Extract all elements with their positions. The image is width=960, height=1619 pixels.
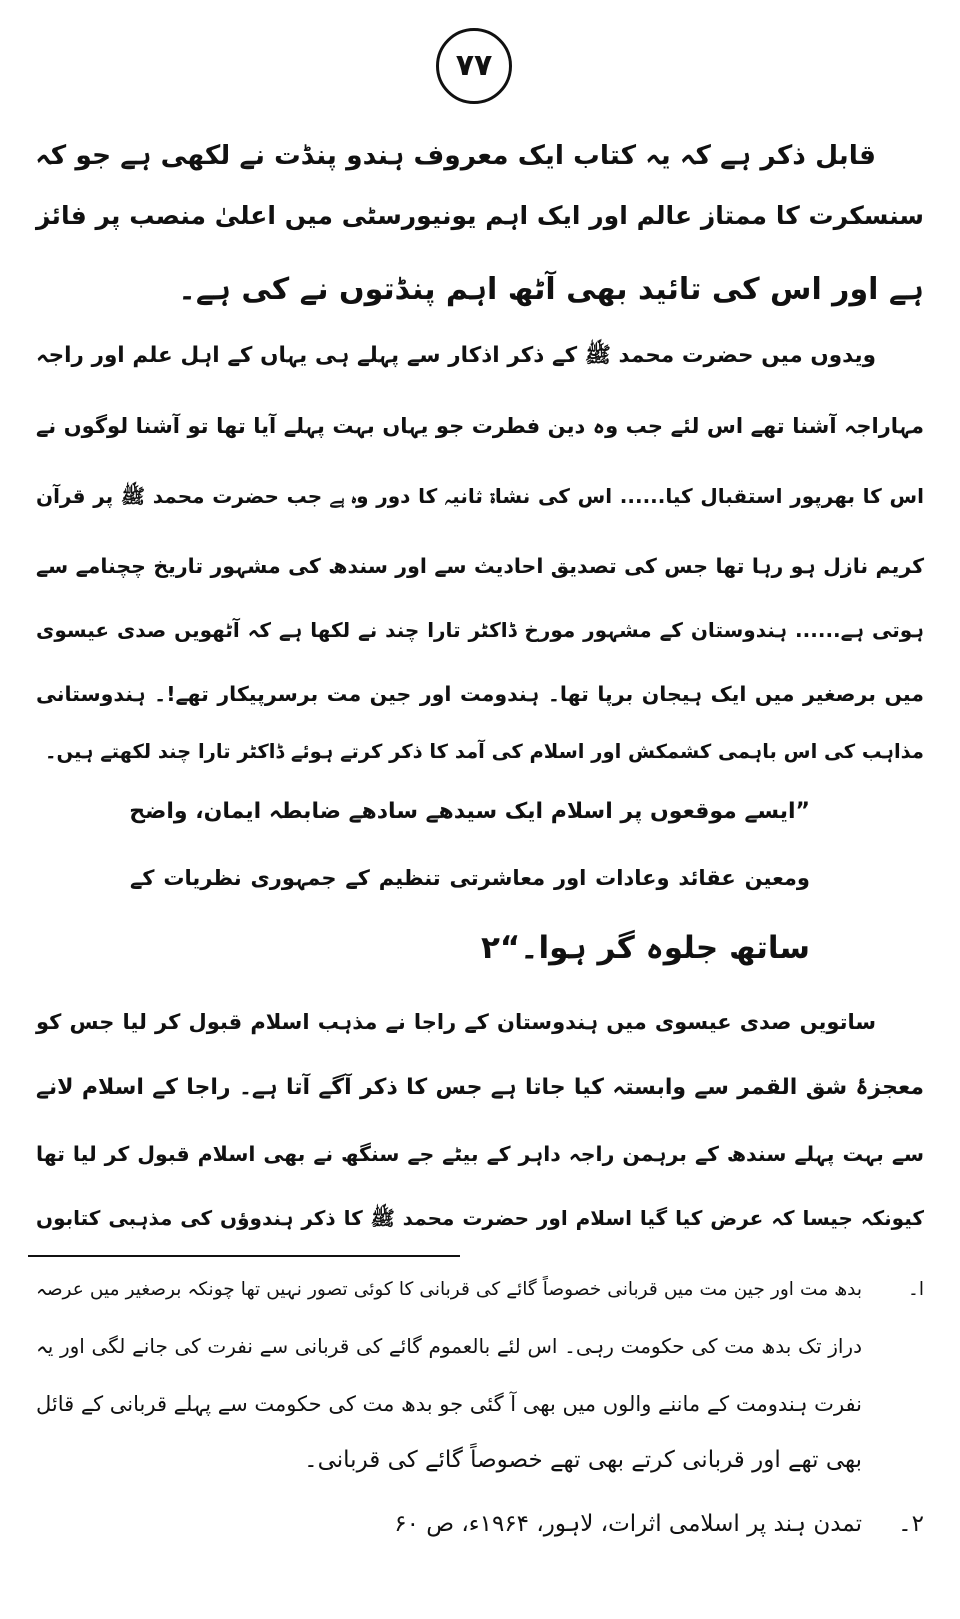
paragraph-2-line-4: کریم نازل ہو رہا تھا جس کی تصدیق احادیث سے اور سندھ کی مشہور تاریخ چچنامے سے — [36, 554, 924, 578]
paragraph-3-line-4: کیونکہ جیسا کہ عرض کیا گیا اسلام اور حضرت محمد ﷺ کا ذکر ہندوؤں کی مذہبی کتابوں — [36, 1206, 924, 1230]
footnote-2-text: تمدن ہند پر اسلامی اثرات، لاہور، ۱۹۶۴ء، ص ۶۰ — [394, 1511, 862, 1537]
footnote-1-line-3: نفرت ہندومت کے ماننے والوں میں بھی آ گئی جو بدھ مت کی حکومت سے پہلے قربانی کے قائل — [35, 1392, 862, 1416]
paragraph-2-line-2: مہاراجہ آشنا تھے اس لئے جب وہ دین فطرت جو یہاں بہت پہلے آیا تھا تو آشنا لوگوں نے — [36, 414, 924, 438]
paragraph-3-line-3: سے بہت پہلے سندھ کے برہمن راجہ داہر کے بیٹے جے سنگھ نے بھی اسلام قبول کر لیا تھا — [36, 1142, 924, 1166]
paragraph-1-line-2: سنسکرت کا ممتاز عالم اور ایک اہم یونیورسٹی میں اعلیٰ منصب پر فائز — [36, 201, 924, 230]
paragraph-2-line-7: مذاہب کی اس باہمی کشمکش اور اسلام کی آمد کا ذکر کرتے ہوئے ڈاکٹر تارا چند لکھتے ہیں۔ — [45, 740, 924, 763]
footnote-separator — [28, 1255, 460, 1257]
paragraph-3-line-1: ساتویں صدی عیسوی میں ہندوستان کے راجا نے مذہب اسلام قبول کر لیا جس کو — [36, 1010, 876, 1034]
footnote-2-marker: ۲۔ — [898, 1511, 924, 1537]
paragraph-2-line-3: اس کا بھرپور استقبال کیا...... اس کی نشاۃ ثانیہ کا دور وہ ہے جب حضرت محمد ﷺ پر قرآن — [36, 484, 924, 508]
page-number — [436, 28, 512, 104]
footnote-2 — [36, 1504, 924, 1544]
footnote-1-line-1 — [36, 1270, 924, 1310]
paragraph-3-line-2: معجزۂ شق القمر سے وابستہ کیا جاتا ہے جس کا ذکر آگے آتا ہے۔ راجا کے اسلام لانے — [36, 1075, 924, 1100]
paragraph-2-line-1: ویدوں میں حضرت محمد ﷺ کے ذکر اذکار سے پہلے ہی یہاں کے اہل علم اور راجہ — [36, 343, 876, 368]
page-number-text: ۷۷ — [455, 48, 493, 83]
quote-line-1: ”ایسے موقعوں پر اسلام ایک سیدھے سادھے ضابطہ ایمان، واضح — [129, 799, 810, 824]
paragraph-1-line-1: قابل ذکر ہے کہ یہ کتاب ایک معروف ہندو پنڈت نے لکھی ہے جو کہ — [35, 140, 876, 171]
paragraph-1-line-3: ہے اور اس کی تائید بھی آٹھ اہم پنڈتوں نے کی ہے۔ — [178, 272, 924, 307]
quote-line-2: ومعین عقائد وعادات اور معاشرتی تنظیم کے جمہوری نظریات کے — [130, 866, 810, 890]
quote-line-3: ساتھ جلوہ گر ہوا۔“۲ — [480, 930, 810, 966]
paragraph-2-line-6: میں برصغیر میں ایک ہیجان برپا تھا۔ ہندومت اور جین مت برسرپیکار تھے!۔ ہندوستانی — [36, 682, 924, 706]
paragraph-2-line-5: ہوتی ہے...... ہندوستان کے مشہور مورخ ڈاکٹر تارا چند نے لکھا ہے کہ آٹھویں صدی عیسوی — [36, 618, 924, 642]
footnote-1-text-1: بدھ مت اور جین مت میں قربانی خصوصاً گائے کی قربانی کا کوئی تصور نہیں تھا چونکہ برصغیر میں عرصہ — [36, 1279, 862, 1300]
footnote-1-line-4: بھی تھے اور قربانی کرتے بھی تھے خصوصاً گائے کی قربانی۔ — [304, 1447, 862, 1473]
footnote-1-line-2: دراز تک بدھ مت کی حکومت رہی۔ اس لئے بالعموم گائے کی قربانی سے نفرت کی جانے لگی اور یہ — [36, 1334, 862, 1358]
footnote-1-marker: ا۔ — [908, 1279, 924, 1300]
